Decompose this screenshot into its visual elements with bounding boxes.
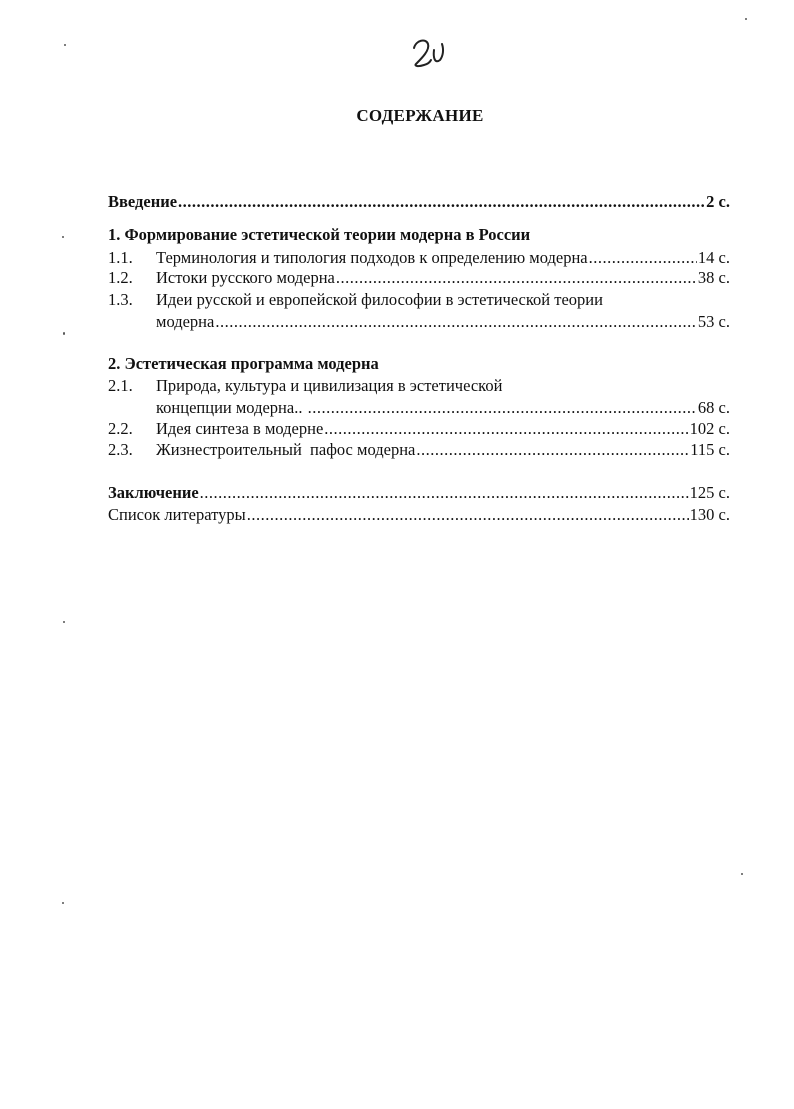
scan-speck [741,873,743,875]
toc-page: 130 с. [689,505,730,524]
toc-number: 1.2. [108,268,133,287]
scan-speck [62,902,64,904]
toc-number: 2.1. [108,376,133,395]
toc-label: Природа, культура и цивилизация в эстетической [156,376,503,395]
toc-page: 68 с. [697,398,730,417]
toc-leader [416,440,689,460]
toc-label: Идея синтеза в модерне [156,419,324,438]
toc-number: 2.3. [108,440,133,459]
scan-speck [745,18,747,20]
toc-page: 53 с. [697,312,730,331]
handwritten-page-number [404,34,452,78]
toc-label-continuation: концепции модерна.. [156,398,307,417]
toc-entry-bibliography [108,505,730,525]
toc-label-continuation: модерна [156,312,215,331]
toc-entry-1-3-cont [156,312,730,332]
toc-entry-2-1-cont [156,398,730,418]
toc-page: 102 с. [689,419,730,438]
toc-label: Идеи русской и европейской философии в эстетической теории [156,290,603,309]
toc-entry-intro [108,192,730,212]
toc-entry-1-2 [108,268,730,288]
chapter-heading-text: 2. Эстетическая программа модерна [108,354,379,373]
scan-speck [63,621,65,623]
toc-label: Список литературы [108,505,246,524]
toc-leader [308,398,697,418]
toc-entry-conclusion [108,483,730,503]
toc-number: 1.3. [108,290,133,309]
toc-page: 38 с. [697,268,730,287]
toc-entry-2-2 [108,419,730,439]
toc-entry-2-1 [108,376,730,396]
page-title: СОДЕРЖАНИЕ [356,106,484,125]
scan-speck [62,236,64,238]
toc-page: 14 с. [697,248,730,267]
scan-speck [64,44,66,46]
chapter-1-heading [108,225,730,245]
toc-leader [589,248,697,268]
toc-leader [336,268,697,288]
toc-label: Заключение [108,483,199,502]
toc-label: Введение [108,192,178,211]
toc-leader [178,192,705,212]
toc-label: Терминология и типология подходов к определению модерна [156,248,588,267]
toc-leader [215,312,697,332]
chapter-2-heading [108,354,730,374]
chapter-heading-text: 1. Формирование эстетической теории модерна в России [108,225,531,244]
toc-entry-2-3 [108,440,730,460]
toc-leader [200,483,689,503]
toc-number: 1.1. [108,248,133,267]
toc-number: 2.2. [108,419,133,438]
toc-label: Жизнестроительный пафос модерна [156,440,416,459]
toc-entry-1-1 [108,248,730,268]
toc-page: 2 с. [706,192,730,211]
toc-page: 125 с. [689,483,730,502]
scan-speck [63,332,65,335]
toc-page: 115 с. [690,440,730,459]
toc-leader [324,419,688,439]
toc-label: Истоки русского модерна [156,268,335,287]
toc-entry-1-3 [108,290,730,310]
toc-leader [247,505,689,525]
